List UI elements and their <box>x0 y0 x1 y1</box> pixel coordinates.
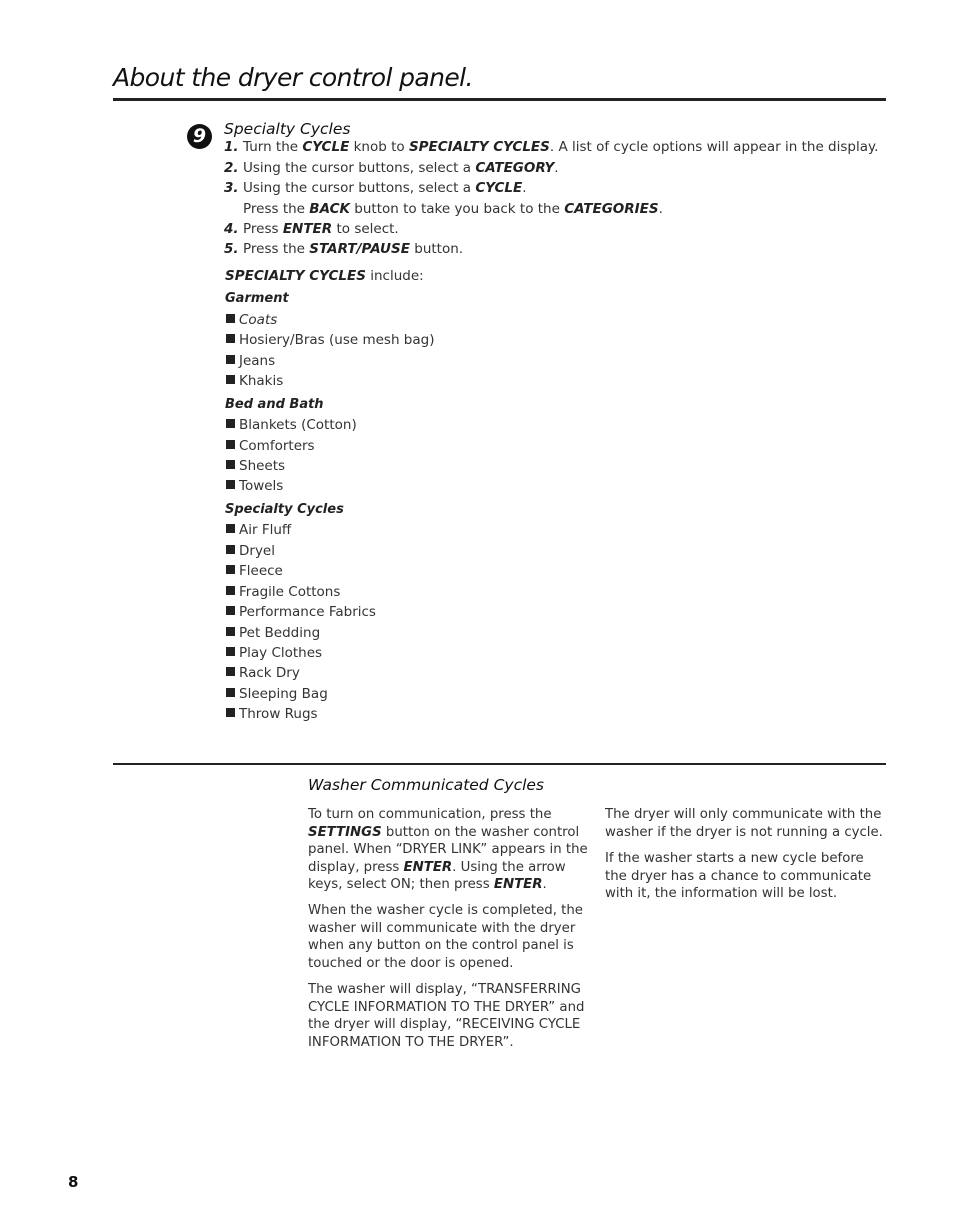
step-text: button to take you back to the <box>349 201 565 217</box>
list-item: Play Clothes <box>226 645 322 661</box>
paragraph-emphasis: ENTER <box>403 859 453 875</box>
washer-paragraph: If the washer starts a new cycle before the dryer has a chance to communicate with it, the information will be lost. <box>605 851 872 902</box>
step-text: to select. <box>332 221 399 237</box>
bullet-square-icon <box>226 545 235 554</box>
step-text: knob to <box>349 139 409 155</box>
bullet-square-icon <box>226 647 235 656</box>
bullet-square-icon <box>226 440 235 449</box>
bullet-square-icon <box>226 480 235 489</box>
washer-section-heading: Washer Communicated Cycles <box>308 776 545 794</box>
list-item: Blankets (Cotton) <box>226 417 357 433</box>
list-item: Fleece <box>226 563 283 579</box>
bullet-square-icon <box>226 708 235 717</box>
step-item <box>224 139 878 155</box>
step-emphasis: BACK <box>309 201 350 217</box>
bullet-square-icon <box>226 627 235 636</box>
step-text: Turn the <box>243 139 303 155</box>
list-item: Fragile Cottons <box>226 584 340 600</box>
step-text: Press the <box>243 201 310 217</box>
step-text: Press <box>243 221 283 237</box>
step-continuation <box>243 201 663 217</box>
list-item: Khakis <box>226 373 283 389</box>
category-heading: Specialty Cycles <box>225 502 344 517</box>
bullet-square-icon <box>226 688 235 697</box>
page-title: About the dryer control panel. <box>113 63 473 92</box>
step-item <box>224 241 463 257</box>
step-text: Using the cursor buttons, select a <box>243 160 476 176</box>
include-text: include: <box>365 268 424 284</box>
step-emphasis: ENTER <box>282 221 333 237</box>
section-divider <box>113 763 886 765</box>
step-emphasis: CYCLE <box>475 180 523 196</box>
list-item: Rack Dry <box>226 665 300 681</box>
list-item: Pet Bedding <box>226 625 320 641</box>
bullet-square-icon <box>226 355 235 364</box>
bullet-square-icon <box>226 606 235 615</box>
bullet-square-icon <box>226 314 235 323</box>
paragraph-emphasis: SETTINGS <box>308 824 382 840</box>
bullet-square-icon <box>226 524 235 533</box>
list-item: Coats <box>226 312 277 328</box>
step-number: 4. <box>224 221 239 237</box>
step-item <box>224 180 527 196</box>
list-item: Sheets <box>226 458 285 474</box>
bullet-square-icon <box>226 586 235 595</box>
step-text: . A list of cycle options will appear in the display. <box>549 139 879 155</box>
step-item <box>224 160 559 176</box>
paragraph-emphasis: ENTER <box>493 877 543 893</box>
step-number: 2. <box>224 160 239 176</box>
list-item: Jeans <box>226 353 275 369</box>
list-item: Throw Rugs <box>226 706 318 722</box>
washer-paragraph: To turn on communication, press the SETTINGS button on the washer control panel. When “DRYER LINK” appears in the display, press ENTER. Using the arrow keys, select ON; then press ENTER. <box>308 807 588 893</box>
list-item: Hosiery/Bras (use mesh bag) <box>226 332 434 348</box>
washer-paragraph: The washer will display, “TRANSFERRING CYCLE INFORMATION TO THE DRYER” and the dryer will display, “RECEIVING CYCLE INFORMATION TO THE DRYER”. <box>308 982 585 1050</box>
list-item: Sleeping Bag <box>226 686 328 702</box>
washer-paragraph: The dryer will only communicate with the washer if the dryer is not running a cycle. <box>605 807 883 840</box>
step-emphasis: SPECIALTY CYCLES <box>408 139 550 155</box>
step-text: . <box>658 201 663 217</box>
bullet-square-icon <box>226 334 235 343</box>
list-item: Towels <box>226 478 283 494</box>
bullet-square-icon <box>226 375 235 384</box>
section-heading: Specialty Cycles <box>224 120 351 138</box>
category-heading: Bed and Bath <box>225 397 324 412</box>
include-emphasis: SPECIALTY CYCLES <box>225 268 366 284</box>
page-number: 8 <box>68 1173 79 1191</box>
washer-paragraph: When the washer cycle is completed, the washer will communicate with the dryer when any button on the control panel is touched or the door is opened. <box>308 903 583 971</box>
step-text: . <box>554 160 559 176</box>
bullet-square-icon <box>226 419 235 428</box>
category-heading: Garment <box>225 291 289 306</box>
step-emphasis: CATEGORIES <box>564 201 659 217</box>
step-text: button. <box>409 241 464 257</box>
step-number: 3. <box>224 180 239 196</box>
step-text: Using the cursor buttons, select a <box>243 180 476 196</box>
include-line <box>225 268 424 284</box>
title-divider <box>113 98 886 101</box>
bullet-square-icon <box>226 565 235 574</box>
bullet-square-icon <box>226 667 235 676</box>
step-emphasis: START/PAUSE <box>309 241 410 257</box>
section-number-badge: 9 <box>187 124 212 149</box>
bullet-square-icon <box>226 460 235 469</box>
step-emphasis: CATEGORY <box>475 160 555 176</box>
step-text: Press the <box>243 241 310 257</box>
step-emphasis: CYCLE <box>302 139 350 155</box>
step-text: . <box>522 180 527 196</box>
step-number: 1. <box>224 139 239 155</box>
list-item: Air Fluff <box>226 522 291 538</box>
list-item: Dryel <box>226 543 275 559</box>
list-item: Performance Fabrics <box>226 604 376 620</box>
step-number: 5. <box>224 241 239 257</box>
list-item: Comforters <box>226 438 315 454</box>
step-item <box>224 221 399 237</box>
